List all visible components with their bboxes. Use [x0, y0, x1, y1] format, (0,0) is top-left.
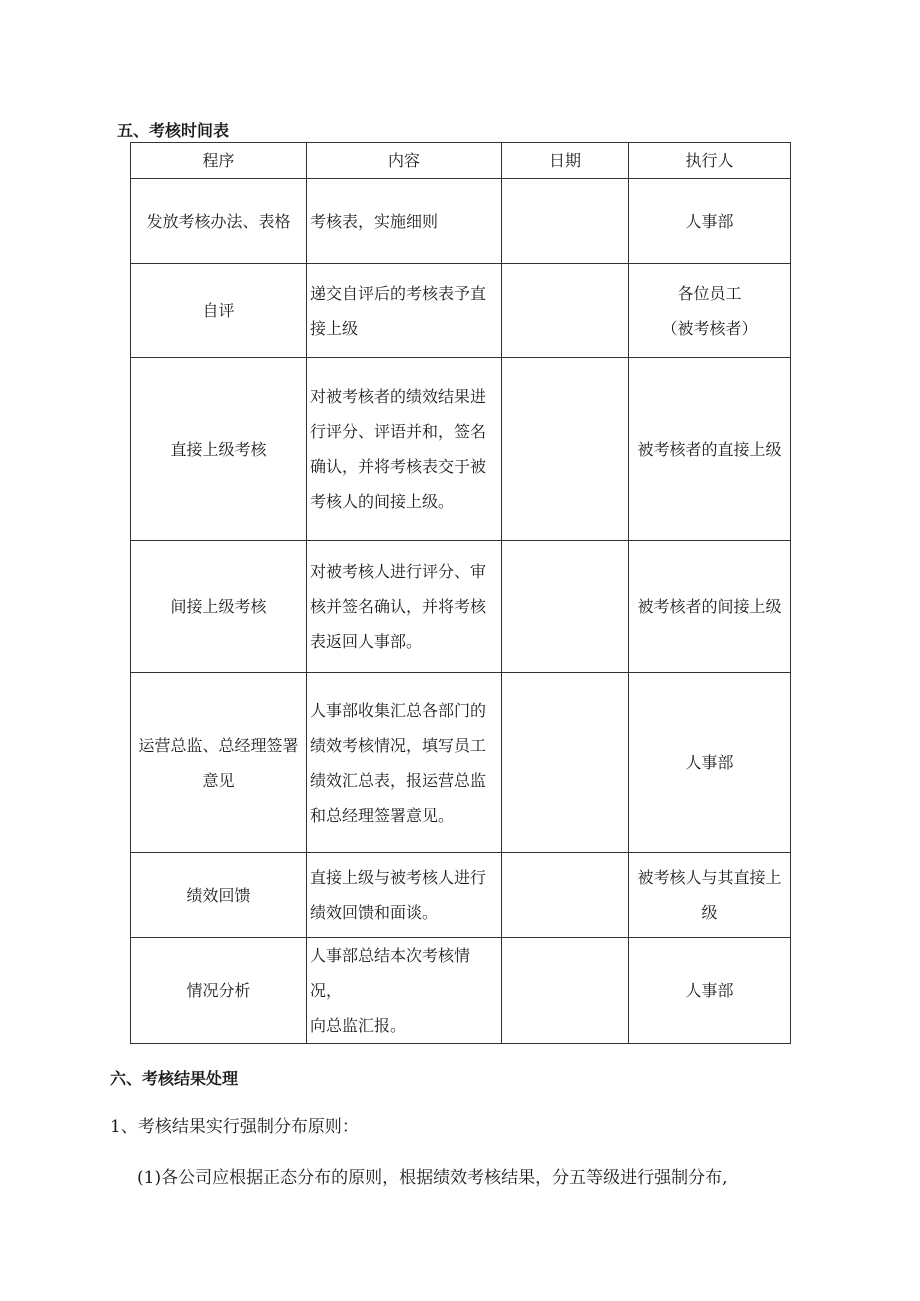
date-cell — [502, 673, 629, 853]
content-cell-line: 人事部收集汇总各部门的 — [310, 700, 487, 720]
content-cell — [307, 938, 502, 1044]
section-6-heading: 六、考核结果处理 — [110, 1069, 239, 1088]
procedure-cell-line: 自评 — [202, 301, 235, 320]
executor-cell-line: （被考核者） — [661, 318, 758, 338]
date-cell — [502, 264, 629, 358]
content-cell-line: 考核人的间接上级。 — [310, 492, 455, 511]
executor-cell-line: 人事部 — [685, 981, 734, 1000]
content-cell — [307, 853, 502, 938]
section-5-heading: 五、考核时间表 — [117, 121, 230, 140]
executor-cell — [629, 541, 791, 673]
date-cell — [502, 938, 629, 1044]
executor-cell — [629, 179, 791, 264]
column-header-content: 内容 — [307, 143, 502, 179]
content-cell-line: 接上级 — [310, 318, 359, 338]
content-cell-line: 递交自评后的考核表予直 — [310, 283, 487, 303]
table-header-row — [131, 143, 791, 179]
executor-cell-line: 被考核者的直接上级 — [637, 439, 782, 459]
procedure-cell — [131, 938, 307, 1044]
table-row — [131, 541, 791, 673]
content-cell-line: 行评分、评语并和，签名 — [310, 422, 487, 441]
column-header-executor: 执行人 — [629, 143, 791, 179]
content-cell-line: 人事部总结本次考核情况， — [310, 946, 471, 1000]
executor-cell-line: 各位员工 — [677, 283, 742, 303]
date-cell — [502, 179, 629, 264]
content-cell — [307, 358, 502, 541]
executor-cell-line: 被考核者的间接上级 — [637, 597, 782, 616]
procedure-cell — [131, 541, 307, 673]
content-cell-line: 向总监汇报。 — [310, 1016, 407, 1035]
table-row — [131, 938, 791, 1044]
content-cell-line: 绩效考核情况，填写员工 — [310, 735, 487, 755]
executor-cell-line: 人事部 — [685, 753, 734, 772]
content-cell-line: 绩效回馈和面谈。 — [310, 903, 439, 922]
table-row — [131, 264, 791, 358]
procedure-cell-line: 情况分析 — [186, 981, 251, 1000]
content-cell — [307, 264, 502, 358]
table-row — [131, 179, 791, 264]
content-cell-line: 考核表，实施细则 — [310, 211, 439, 231]
executor-cell — [629, 853, 791, 938]
date-cell — [502, 541, 629, 673]
content-cell-line: 确认，并将考核表交于被 — [310, 457, 487, 476]
executor-cell-line: 级 — [701, 903, 718, 922]
content-cell — [307, 673, 502, 853]
content-cell-line: 核并签名确认，并将考核 — [310, 597, 487, 616]
date-cell — [502, 853, 629, 938]
executor-cell — [629, 264, 791, 358]
procedure-cell — [131, 673, 307, 853]
procedure-cell-line: 意见 — [202, 770, 235, 790]
procedure-cell-line: 间接上级考核 — [170, 597, 267, 616]
content-cell-line: 直接上级与被考核人进行 — [310, 868, 487, 887]
date-cell — [502, 358, 629, 541]
table-row — [131, 673, 791, 853]
content-cell — [307, 179, 502, 264]
result-item-1-1: (1)各公司应根据正态分布的原则，根据绩效考核结果，分五等级进行强制分布, — [137, 1168, 728, 1188]
content-cell-line: 表返回人事部。 — [310, 632, 423, 651]
procedure-cell-line: 运营总监、总经理签署 — [138, 735, 299, 755]
executor-cell-line: 被考核人与其直接上 — [637, 868, 782, 887]
executor-cell-line: 人事部 — [685, 211, 734, 231]
table-row — [131, 853, 791, 938]
schedule-table — [130, 142, 791, 1044]
result-item-1: 1、考核结果实行强制分布原则： — [110, 1117, 359, 1137]
procedure-cell-line: 发放考核办法、表格 — [146, 211, 291, 231]
content-cell-line: 绩效汇总表，报运营总监 — [310, 770, 487, 790]
table-row — [131, 358, 791, 541]
procedure-cell — [131, 358, 307, 541]
executor-cell — [629, 673, 791, 853]
column-header-date: 日期 — [502, 143, 629, 179]
procedure-cell — [131, 264, 307, 358]
content-cell-line: 对被考核人进行评分、审 — [310, 562, 487, 581]
executor-cell — [629, 358, 791, 541]
column-header-procedure: 程序 — [131, 143, 307, 179]
content-cell-line: 和总经理签署意见。 — [310, 805, 455, 825]
procedure-cell — [131, 179, 307, 264]
procedure-cell — [131, 853, 307, 938]
procedure-cell-line: 直接上级考核 — [170, 439, 267, 459]
procedure-cell-line: 绩效回馈 — [186, 885, 251, 905]
content-cell — [307, 541, 502, 673]
executor-cell — [629, 938, 791, 1044]
content-cell-line: 对被考核者的绩效结果进 — [310, 387, 487, 406]
